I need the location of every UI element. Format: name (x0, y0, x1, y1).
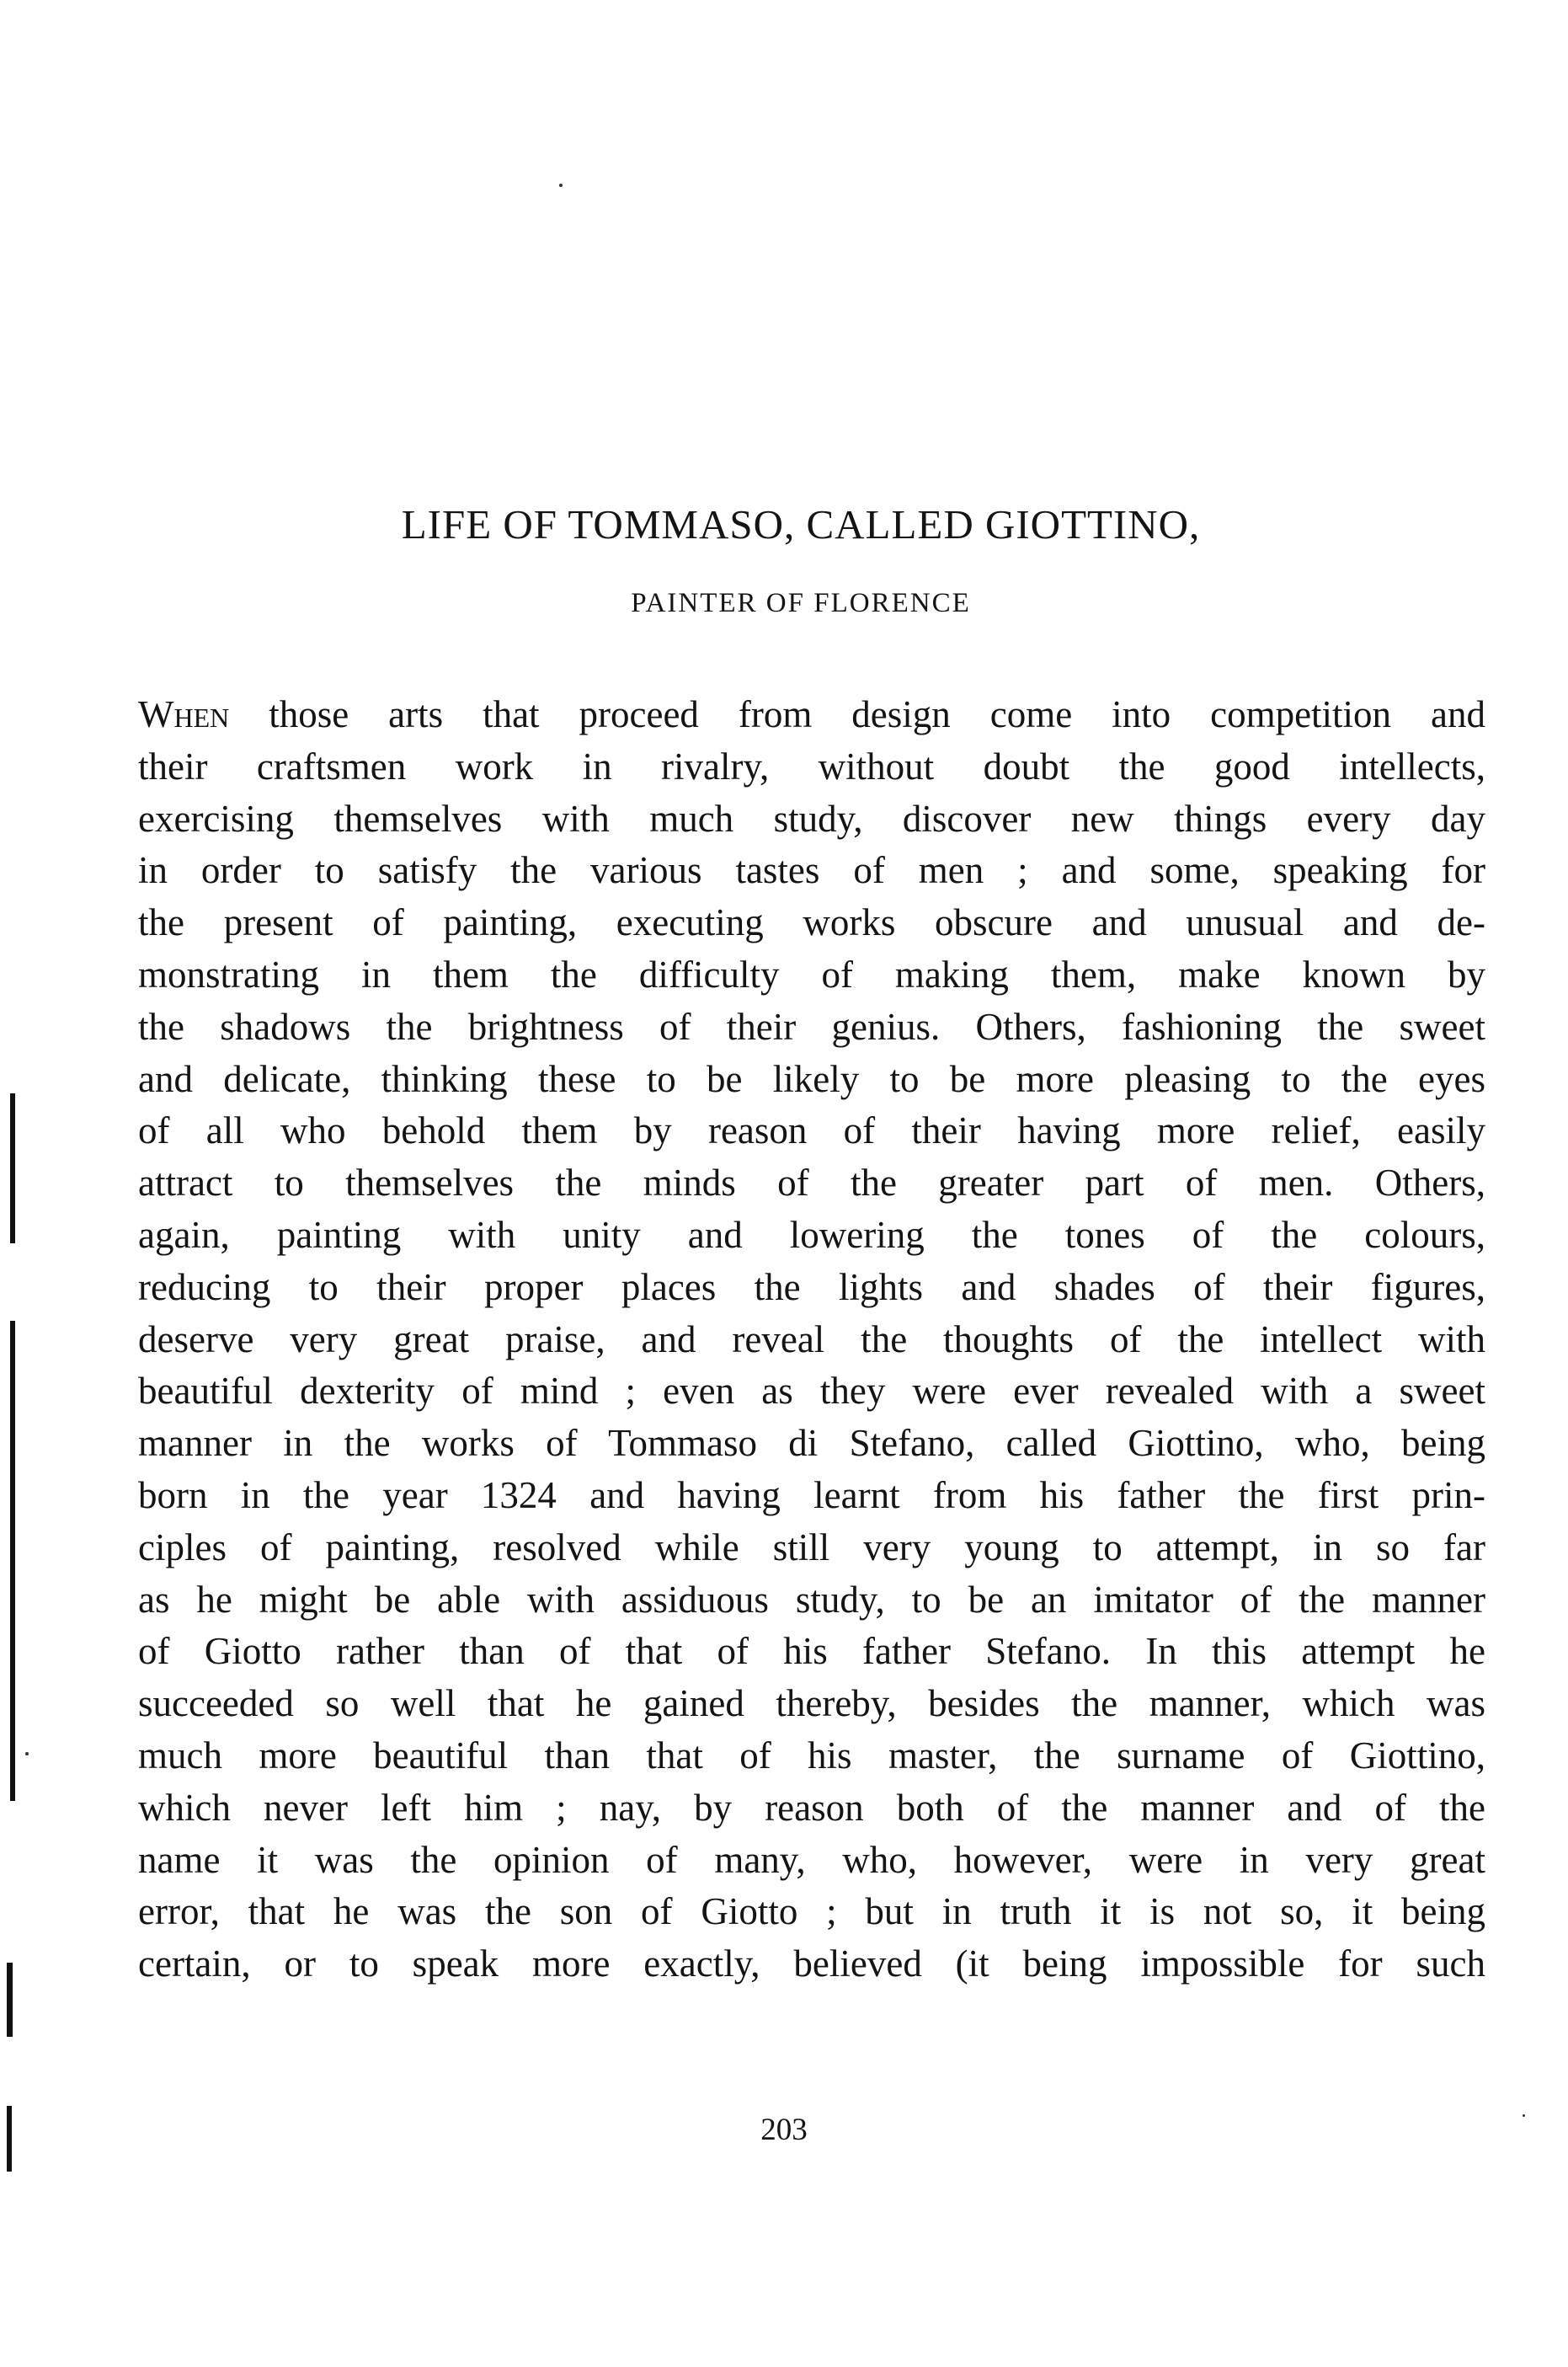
body-line: error, that he was the son of Giotto ; but in truth it is not so, it being (138, 1890, 1485, 1933)
body-line: exercising themselves with much study, discover new things every day (138, 797, 1485, 840)
body-line: ciples of painting, resolved while still very young to attempt, in so far (138, 1525, 1485, 1568)
page-number: 203 (760, 2113, 808, 2147)
body-line: their craftsmen work in rivalry, without doubt the good intellects, (138, 745, 1485, 788)
body-line: deserve very great praise, and reveal the thoughts of the intellect with (138, 1317, 1485, 1360)
body-line: again, painting with unity and lowering the tones of the colours, (138, 1213, 1485, 1256)
body-line: in order to satisfy the various tastes of men ; and some, speaking for (138, 849, 1485, 892)
body-line: and delicate, thinking these to be likely to be more pleasing to the eyes (138, 1057, 1485, 1100)
body-line: monstrating in them the difficulty of making them, make known by (138, 953, 1485, 996)
body-line-text: those arts that proceed from design come into competition and (229, 693, 1485, 735)
scan-artifact-mark (7, 2106, 12, 2172)
scan-artifact-speck (25, 1752, 29, 1755)
body-line: of Giotto rather than of that of his father Stefano. In this attempt he (138, 1630, 1485, 1673)
body-line: much more beautiful than that of his master, the surname of Giottino, (138, 1734, 1485, 1777)
body-line: certain, or to speak more exactly, believed (it being impossible for such (138, 1942, 1485, 1985)
body-line: the shadows the brightness of their genius. Others, fashioning the sweet (138, 1005, 1485, 1048)
scan-artifact-mark (10, 1093, 15, 1243)
scan-artifact-mark (10, 1321, 15, 1801)
body-line: attract to themselves the minds of the greater part of men. Others, (138, 1162, 1485, 1205)
scan-artifact-speck (559, 184, 563, 187)
body-line: born in the year 1324 and having learnt from his father the first prin- (138, 1473, 1485, 1516)
lead-word: When (138, 693, 230, 735)
chapter-subtitle: PAINTER OF FLORENCE (631, 588, 971, 618)
body-line: as he might be able with assiduous study, to be an imitator of the manner (138, 1578, 1485, 1621)
body-line (138, 689, 1485, 741)
body-line: beautiful dexterity of mind ; even as they were ever revealed with a sweet (138, 1370, 1485, 1413)
scan-artifact-speck (1523, 2114, 1525, 2117)
body-line: name it was the opinion of many, who, however, were in very great (138, 1838, 1485, 1881)
chapter-title: LIFE OF TOMMASO, CALLED GIOTTINO, (401, 501, 1201, 548)
body-line: of all who behold them by reason of their having more relief, easily (138, 1109, 1485, 1152)
body-line: which never left him ; nay, by reason both of the manner and of the (138, 1786, 1485, 1829)
body-line: reducing to their proper places the lights and shades of their figures, (138, 1265, 1485, 1308)
body-text (138, 689, 1485, 1990)
body-line: the present of painting, executing works obscure and unusual and de- (138, 901, 1485, 944)
body-line: succeeded so well that he gained thereby, besides the manner, which was (138, 1682, 1485, 1725)
scan-artifact-mark (7, 1963, 13, 2037)
body-line: manner in the works of Tommaso di Stefano, called Giottino, who, being (138, 1422, 1485, 1465)
